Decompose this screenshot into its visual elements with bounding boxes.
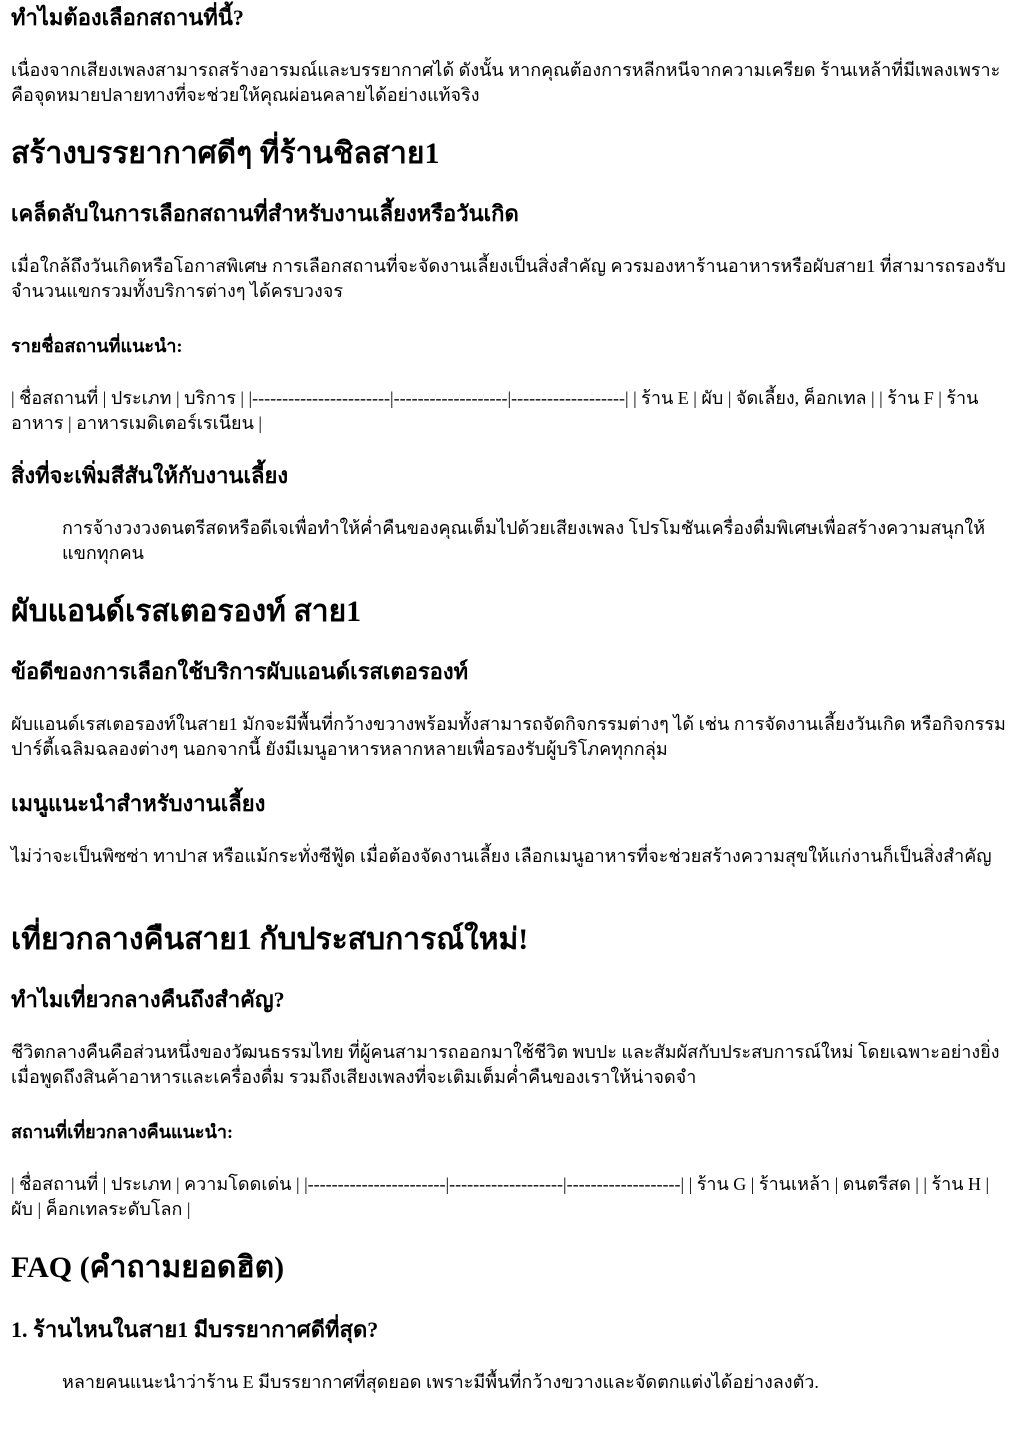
- faq-answer-1: หลายคนแนะนำว่าร้าน E มีบรรยากาศที่สุดยอด เพราะมีพื้นที่กว้างขวางและจัดตกแต่งได้อย่างลงตัว.: [62, 1372, 819, 1392]
- nightlife-venues-table-text: | ชื่อสถานที่ | ประเภท | ความโดดเด่น | |-----------------------|-------------------|-------------------| | ร้าน G | ร้านเหล้า | ดนตรีสด | | ร้าน H | ผับ | ค็อกเทลระดับโลก |: [11, 1174, 990, 1219]
- party-color-heading: สิ่งที่จะเพิ่มสีสันให้กับงานเลี้ยง: [11, 463, 289, 488]
- pub-advantages-heading: ข้อดีของการเลือกใช้บริการผับแอนด์เรสเตอรองท์: [11, 659, 469, 684]
- nightlife-list-heading: สถานที่เที่ยวกลางคืนแนะนำ:: [11, 1122, 233, 1142]
- why-choose-paragraph: เนื่องจากเสียงเพลงสามารถสร้างอารมณ์และบรรยากาศได้ ดังนั้น หากคุณต้องการหลีกหนีจากความเครียด ร้านเหล้าที่มีเพลงเพราะคือจุดหมายปลายทางที่จะช่วยให้คุณผ่อนคลายได้อย่างแท้จริง: [11, 60, 1001, 105]
- why-choose-heading: ทำไมต้องเลือกสถานที่นี้?: [11, 5, 244, 30]
- faq-heading: FAQ (คำถามยอดฮิต): [11, 1251, 285, 1284]
- party-tips-heading: เคล็ดลับในการเลือกสถานที่สำหรับงานเลี้ยงหรือวันเกิด: [11, 201, 519, 226]
- party-tips-paragraph: เมื่อใกล้ถึงวันเกิดหรือโอกาสพิเศษ การเลือกสถานที่จะจัดงานเลี้ยงเป็นสิ่งสำคัญ ควรมองหาร้านอาหารหรือผับสาย1 ที่สามารถรองรับจำนวนแขกรวมทั้งบริการต่างๆ ได้ครบวงจร: [11, 256, 1006, 301]
- faq-question-1: 1. ร้านไหนในสาย1 มีบรรยากาศดีที่สุด?: [11, 1317, 379, 1342]
- recommended-venues-table-text: | ชื่อสถานที่ | ประเภท | บริการ | |-----------------------|-------------------|-------------------| | ร้าน E | ผับ | จัดเลี้ยง, ค็อกเทล | | ร้าน F | ร้านอาหาร | อาหารเมดิเตอร์เรเนียน |: [11, 388, 979, 433]
- nightlife-why-heading: ทำไมเที่ยวกลางคืนถึงสำคัญ?: [11, 987, 285, 1012]
- nightlife-heading: เที่ยวกลางคืนสาย1 กับประสบการณ์ใหม่!: [11, 923, 529, 956]
- nightlife-why-paragraph: ชีวิตกลางคืนคือส่วนหนึ่งของวัฒนธรรมไทย ที่ผู้คนสามารถออกมาใช้ชีวิต พบปะ และสัมผัสกับประสบการณ์ใหม่ โดยเฉพาะอย่างยิ่งเมื่อพูดถึงสินค้าอาหารและเครื่องดื่ม รวมถึงเสียงเพลงที่จะเติมเต็มค่ำคืนของเราให้น่าจดจำ: [11, 1042, 1000, 1087]
- pub-restaurant-heading: ผับแอนด์เรสเตอรองท์ สาย1: [11, 595, 362, 628]
- party-color-quote: การจ้างวงวงดนตรีสดหรือดีเจเพื่อทำให้ค่ำคืนของคุณเต็มไปด้วยเสียงเพลง โปรโมชันเครื่องดื่มพิเศษเพื่อสร้างความสนุกให้แขกทุกคน: [62, 518, 986, 563]
- pub-advantages-paragraph: ผับแอนด์เรสเตอรองท์ในสาย1 มักจะมีพื้นที่กว้างขวางพร้อมทั้งสามารถจัดกิจกรรมต่างๆ ได้ เช่น การจัดงานเลี้ยงวันเกิด หรือกิจกรรมปาร์ตี้เฉลิมฉลองต่างๆ นอกจากนี้ ยังมีเมนูอาหารหลากหลายเพื่อรองรับผู้บริโภคทุกกลุ่ม: [11, 714, 1006, 759]
- recommended-list-heading: รายชื่อสถานที่แนะนำ:: [11, 336, 183, 356]
- party-menu-paragraph: ไม่ว่าจะเป็นพิซซ่า ทาปาส หรือแม้กระทั่งซีฟู้ด เมื่อต้องจัดงานเลี้ยง เลือกเมนูอาหารที่จะช่วยสร้างความสุขให้แก่งานก็เป็นสิ่งสำคัญ: [11, 846, 992, 866]
- party-menu-heading: เมนูแนะนำสำหรับงานเลี้ยง: [11, 791, 266, 816]
- chill-heading: สร้างบรรยากาศดีๆ ที่ร้านชิลสาย1: [11, 137, 440, 170]
